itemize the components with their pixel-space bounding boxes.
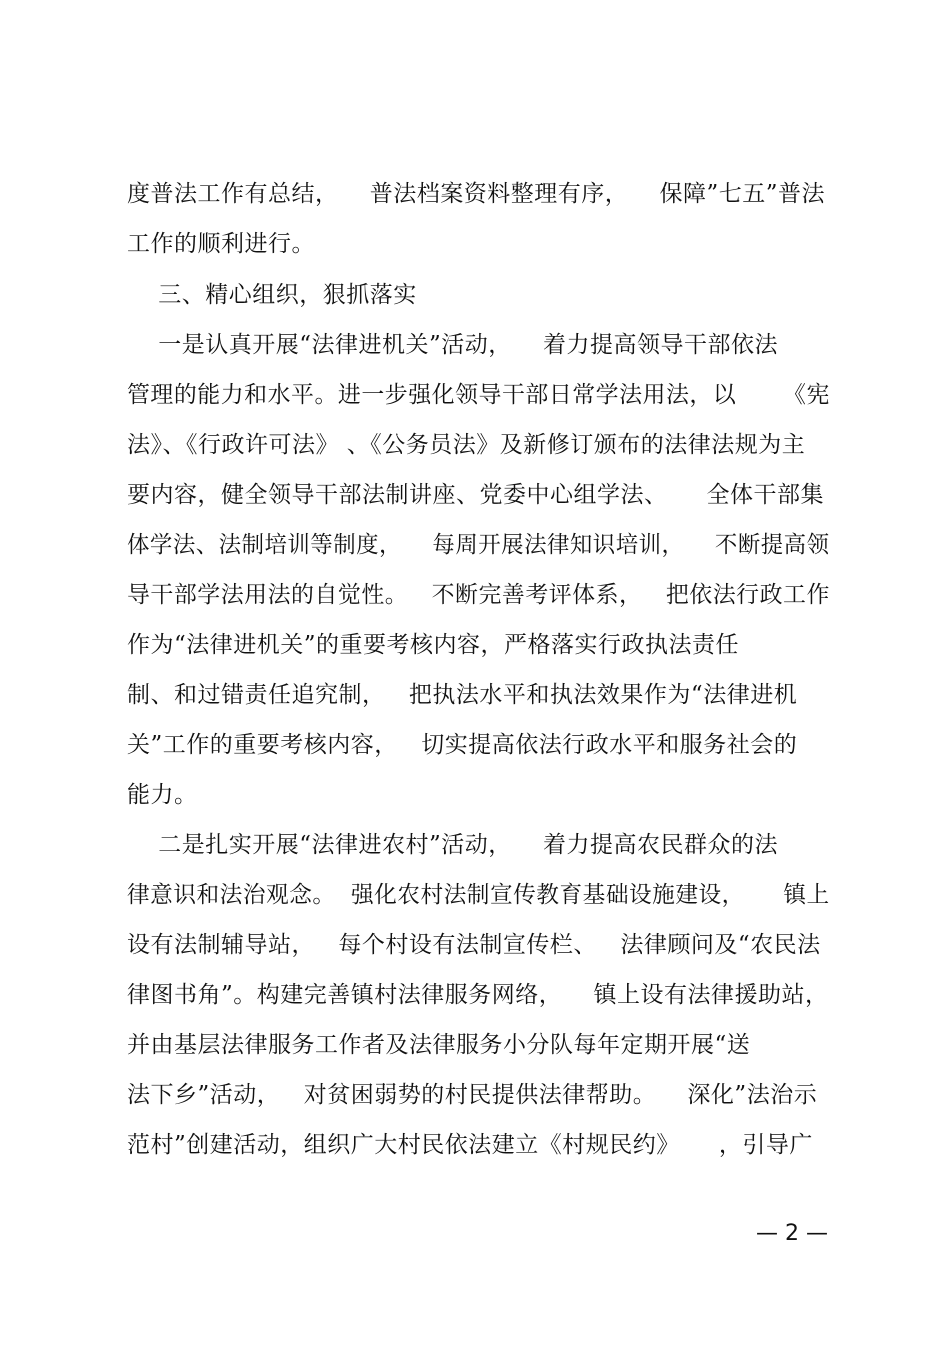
paragraph-3-line-7: 作为“法律进机关”的重要考核内容，严格落实行政执法责任 [127,632,740,658]
paragraph-3-line-4: 要内容，健全领导干部法制讲座、党委中心组学法、 全体干部集 [127,482,825,508]
paragraph-1-line-1: 度普法工作有总结， 普法档案资料整理有序， 保障”七五”普法 [127,181,826,207]
paragraph-3-line-5: 体学法、法制培训等制度， 每周开展法律知识培训， 不断提高领 [127,532,830,558]
paragraph-4-line-4: 律图书角”。构建完善镇村法律服务网络， 镇上设有法律援助站， [127,982,829,1008]
paragraph-3-line-6: 导干部学法用法的自觉性。 不断完善考评体系， 把依法行政工作 [127,582,830,608]
paragraph-4-line-5: 并由基层法律服务工作者及法律服务小分队每年定期开展“送 [127,1032,751,1058]
paragraph-3-line-2: 管理的能力和水平。进一步强化领导干部日常学法用法，以 《宪 [127,382,830,408]
page-number: — 2 — [756,1221,828,1246]
paragraph-3-line-1: 一是认真开展“法律进机关”活动， 着力提高领导干部依法 [127,332,779,358]
paragraph-3-line-3: 法》、《行政许可法》 、《公务员法》及新修订颁布的法律法规为主 [127,432,806,458]
paragraph-3-line-9: 关”工作的重要考核内容， 切实提高依法行政水平和服务社会的 [127,732,798,758]
paragraph-3-line-8: 制、和过错责任追究制， 把执法水平和执法效果作为“法律进机 [127,682,798,708]
section-heading: 三、精心组织，狠抓落实 [127,282,417,308]
paragraph-4-line-3: 设有法制辅导站， 每个村设有法制宣传栏、 法律顾问及“农民法 [127,932,821,958]
paragraph-4-line-2: 律意识和法治观念。 强化农村法制宣传教育基础设施建设， 镇上 [127,882,830,908]
paragraph-4-line-1: 二是扎实开展“法律进农村”活动， 着力提高农民群众的法 [127,832,779,858]
paragraph-3-line-10: 能力。 [127,782,198,808]
paragraph-4-line-6: 法下乡”活动， 对贫困弱势的村民提供法律帮助。 深化”法治示 [127,1082,818,1108]
paragraph-4-line-7: 范村”创建活动，组织广大村民依法建立《村规民约》 ，引导广 [127,1132,813,1158]
paragraph-1-line-2: 工作的顺利进行。 [127,231,315,257]
